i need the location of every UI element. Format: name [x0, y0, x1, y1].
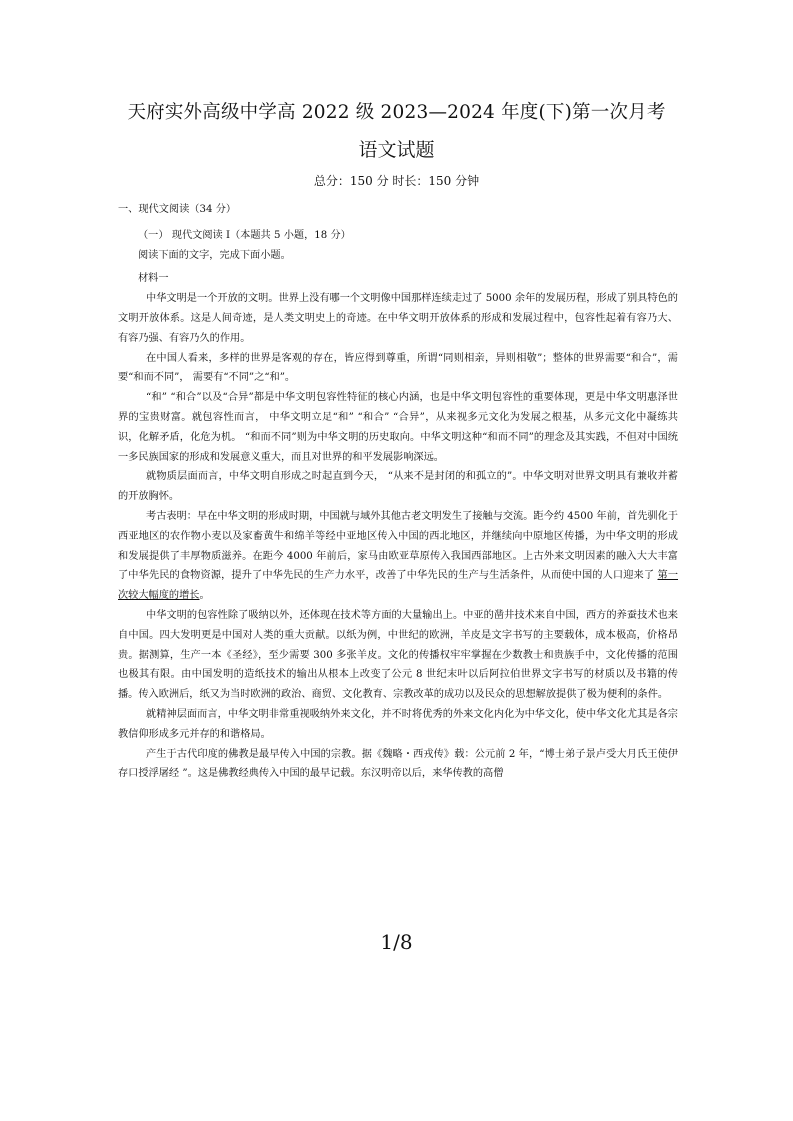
paragraph-text: 。: [199, 590, 210, 602]
paragraph: 就物质层面而言，中华文明自形成之时起直到今天， “从来不是封闭的和孤立的”。中华文明对世界文明具有兼收并蓄的开放胸怀。: [118, 471, 678, 503]
paragraph: 中华文明的包容性除了吸纳以外，还体现在技术等方面的大量输出上。中亚的凿井技术来自中国，西方的养蚕技术也来自中国。四大发明更是中国对人类的重大贡献。以纸为例，中世纪的欧洲，羊皮是文字书写的主要载体，成本极高，价格昂贵。据测算，生产一本《圣经》，至少需要 300 多张羊皮。文化的传播权牢牢掌握在少数教士和贵族手中，文化传播的范围也极其有限。由中国发明的造纸技术的输出从根本上改变了公元 8 世纪末叶以后阿拉伯世界文字书写的材质以及书籍的传播。传入欧洲后，纸又为当时欧洲的政治、商贸、文化教育、宗教改革的成功以及民众的思想解放提供了极为便利的条件。: [118, 609, 678, 701]
material-label: 材料一: [138, 273, 169, 285]
underlined-phrase: 第一次较大幅度的增长: [118, 570, 679, 602]
paragraph: 在中国人看来，多样的世界是客观的存在，皆应得到尊重，所谓“同则相亲，异则相敬”；整体的世界需要“和合”，需要“和而不同”， 需要有“不同”之“和”。: [118, 352, 678, 384]
exam-subtitle: 语文试题: [358, 139, 435, 161]
exam-meta: 总分：150 分 时长：150 分钟: [313, 174, 480, 188]
reading-body: [118, 200, 678, 784]
paragraph: “和” “和合”以及“合异”都是中华文明包容性特征的核心内涵，也是中华文明包容性的重要体现，更是中华文明惠泽世界的宝贵财富。就包容性而言， 中华文明立足“和” “和合” “合异”，从来视多元文化为发展之根基，从多元文化中凝练共识，化解矛盾，化危为机。 “和而不同”则为中华文明的历史取向。中华文明这种“和而不同”的理念及其实践，不但对中国统一多民族国家的形成和发展意义重大，而且对世界的和平发展影响深远。: [118, 392, 678, 463]
instruction: 阅读下面的文字，完成下面小题。: [138, 249, 291, 261]
paragraph: 中华文明是一个开放的文明。世界上没有哪一个文明像中国那样连续走过了 5000 余年的发展历程，形成了别具特色的文明开放体系。这是人间奇迹，是人类文明史上的奇迹。在中华文明开放体系的形成和发展过程中，包容性起着有容乃大、有容乃强、有容乃久的作用。: [118, 293, 678, 344]
paragraph: [118, 507, 678, 606]
paragraph: 就精神层面而言，中华文明非常重视吸纳外来文化，并不时将优秀的外来文化内化为中华文化，使中华文化尤其是各宗教信仰形成多元并存的和谐格局。: [118, 708, 678, 740]
part-heading: （一） 现代文阅读 I（本题共 5 小题，18 分）: [138, 229, 351, 241]
page-number: 1/8: [380, 930, 413, 954]
paragraph: 产生于古代印度的佛教是最早传入中国的宗教。据《魏略・西戎传》载：公元前 2 年，“博士弟子景卢受大月氏王使伊存口授浮屠经 ”。这是佛教经典传入中国的最早记载。东汉明帝以后，来华传教的高僧: [118, 748, 678, 780]
paragraph-text: 考古表明：早在中华文明的形成时期，中国就与域外其他古老文明发生了接触与交流。距今约 4500 年前，首先驯化于西亚地区的农作物小麦以及家畜黄牛和绵羊等经中亚地区传入中国的西北地区，并继续向中原地区传播，为中华文明的形成和发展提供了丰厚物质滋养。在距今 4000 年前后，家马由欧亚草原传入我国西部地区。上古外来文明因素的融入大大丰富了中华先民的食物资源，提升了中华先民的生产力水平，改善了中华先民的生产与生活条件，从而使中国的人口迎来了: [118, 510, 678, 582]
exam-title: 天府实外高级中学高 2022 级 2023—2024 年度(下)第一次月考: [127, 102, 666, 123]
section-heading: 一、现代文阅读（34 分）: [118, 204, 237, 215]
